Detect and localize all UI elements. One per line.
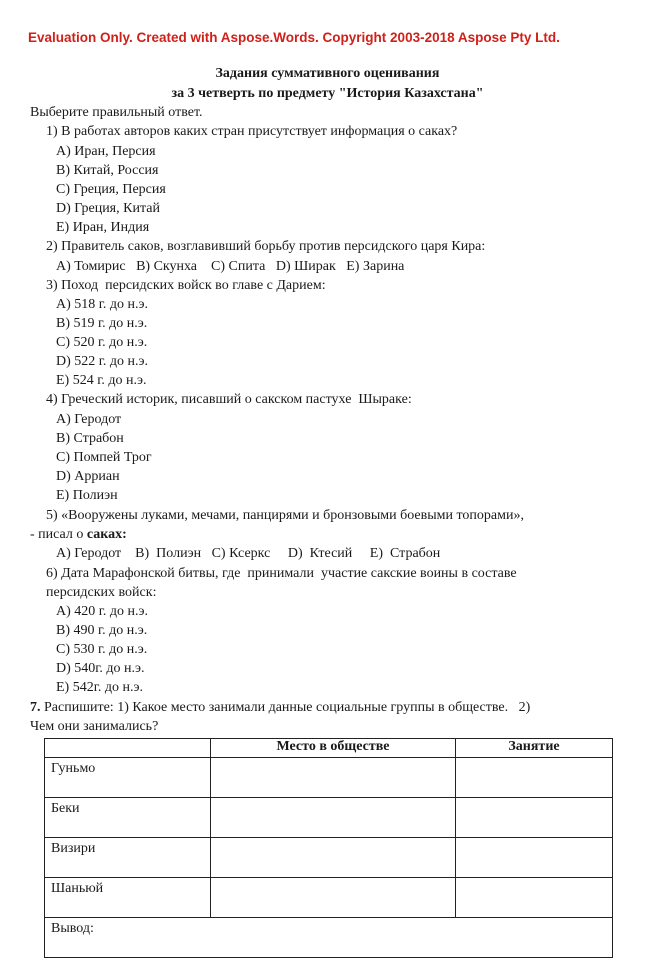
question-1: 1) В работах авторов каких стран присутствует информация о саках? <box>46 124 458 139</box>
q1-option-a: A) Иран, Персия <box>56 144 156 159</box>
q5-prefix: - писал о <box>30 527 87 542</box>
place-cell[interactable] <box>211 878 456 918</box>
q4-option-c: C) Помпей Трог <box>56 450 152 465</box>
occupation-cell[interactable] <box>456 838 613 878</box>
occupation-cell[interactable] <box>456 758 613 798</box>
q3-option-c: C) 520 г. до н.э. <box>56 335 148 350</box>
table-row <box>45 838 613 878</box>
occupation-cell[interactable] <box>456 798 613 838</box>
conclusion-row <box>45 918 613 958</box>
q4-option-a: A) Геродот <box>56 412 122 427</box>
answer-table <box>44 738 613 958</box>
occupation-cell[interactable] <box>456 878 613 918</box>
question-6-cont: персидских войск: <box>46 585 157 600</box>
q3-option-b: B) 519 г. до н.э. <box>56 316 148 331</box>
table-row <box>45 758 613 798</box>
q1-option-d: D) Греция, Китай <box>56 201 160 216</box>
question-5-cont <box>30 526 127 544</box>
watermark-text: Evaluation Only. Created with Aspose.Words. Copyright 2003-2018 Aspose Pty Ltd. <box>28 30 560 45</box>
question-7-cont: Чем они занимались? <box>30 719 159 734</box>
place-cell[interactable] <box>211 758 456 798</box>
title-line-2: за 3 четверть по предмету "История Казахстана" <box>171 86 484 101</box>
row-label-viziri: Визири <box>45 838 211 878</box>
row-label-beki: Беки <box>45 798 211 838</box>
question-5: 5) «Вооружены луками, мечами, панцирями и бронзовыми боевыми топорами», <box>46 508 524 523</box>
q4-option-e: E) Полиэн <box>56 488 118 503</box>
row-label-gunmo: Гуньмо <box>45 758 211 798</box>
q6-option-c: C) 530 г. до н.э. <box>56 642 148 657</box>
place-cell[interactable] <box>211 838 456 878</box>
q6-option-e: E) 542г. до н.э. <box>56 680 144 695</box>
question-3: 3) Поход персидских войск во главе с Дарием: <box>46 278 326 293</box>
table-header-empty <box>45 739 211 758</box>
q5-bold-word: саках: <box>86 527 127 542</box>
table-header-place: Место в обществе <box>211 739 456 758</box>
table-header-occupation: Занятие <box>456 739 613 758</box>
question-7 <box>30 699 530 717</box>
question-6: 6) Дата Марафонской битвы, где принимали участие сакские воины в составе <box>46 566 517 581</box>
q1-option-b: B) Китай, Россия <box>56 163 159 178</box>
q2-options: A) Томирис B) Скунха C) Спита D) Ширак E) Зарина <box>56 259 405 274</box>
q5-options: A) Геродот B) Полиэн C) Ксеркс D) Ктесий E) Страбон <box>56 546 441 561</box>
question-2: 2) Правитель саков, возглавивший борьбу против персидского царя Кира: <box>46 239 486 254</box>
q4-option-d: D) Арриан <box>56 469 120 484</box>
table-header-row <box>45 739 613 758</box>
q7-text: Распишите: 1) Какое место занимали данные социальные группы в обществе. 2) <box>40 700 531 715</box>
q6-option-a: A) 420 г. до н.э. <box>56 604 149 619</box>
table-row <box>45 798 613 838</box>
q3-option-d: D) 522 г. до н.э. <box>56 354 149 369</box>
q6-option-b: B) 490 г. до н.э. <box>56 623 148 638</box>
q3-option-a: A) 518 г. до н.э. <box>56 297 149 312</box>
question-4: 4) Греческий историк, писавший о сакском пастухе Шыраке: <box>46 392 412 407</box>
q4-option-b: B) Страбон <box>56 431 124 446</box>
place-cell[interactable] <box>211 798 456 838</box>
q6-option-d: D) 540г. до н.э. <box>56 661 145 676</box>
conclusion-cell[interactable]: Вывод: <box>45 918 613 958</box>
q1-option-e: E) Иран, Индия <box>56 220 150 235</box>
q3-option-e: E) 524 г. до н.э. <box>56 373 147 388</box>
q7-number: 7. <box>30 700 41 715</box>
title-line-1: Задания суммативного оценивания <box>215 66 440 81</box>
instruction: Выберите правильный ответ. <box>30 105 203 120</box>
row-label-shanyuy: Шаньюй <box>45 878 211 918</box>
table-row <box>45 878 613 918</box>
q1-option-c: C) Греция, Персия <box>56 182 166 197</box>
